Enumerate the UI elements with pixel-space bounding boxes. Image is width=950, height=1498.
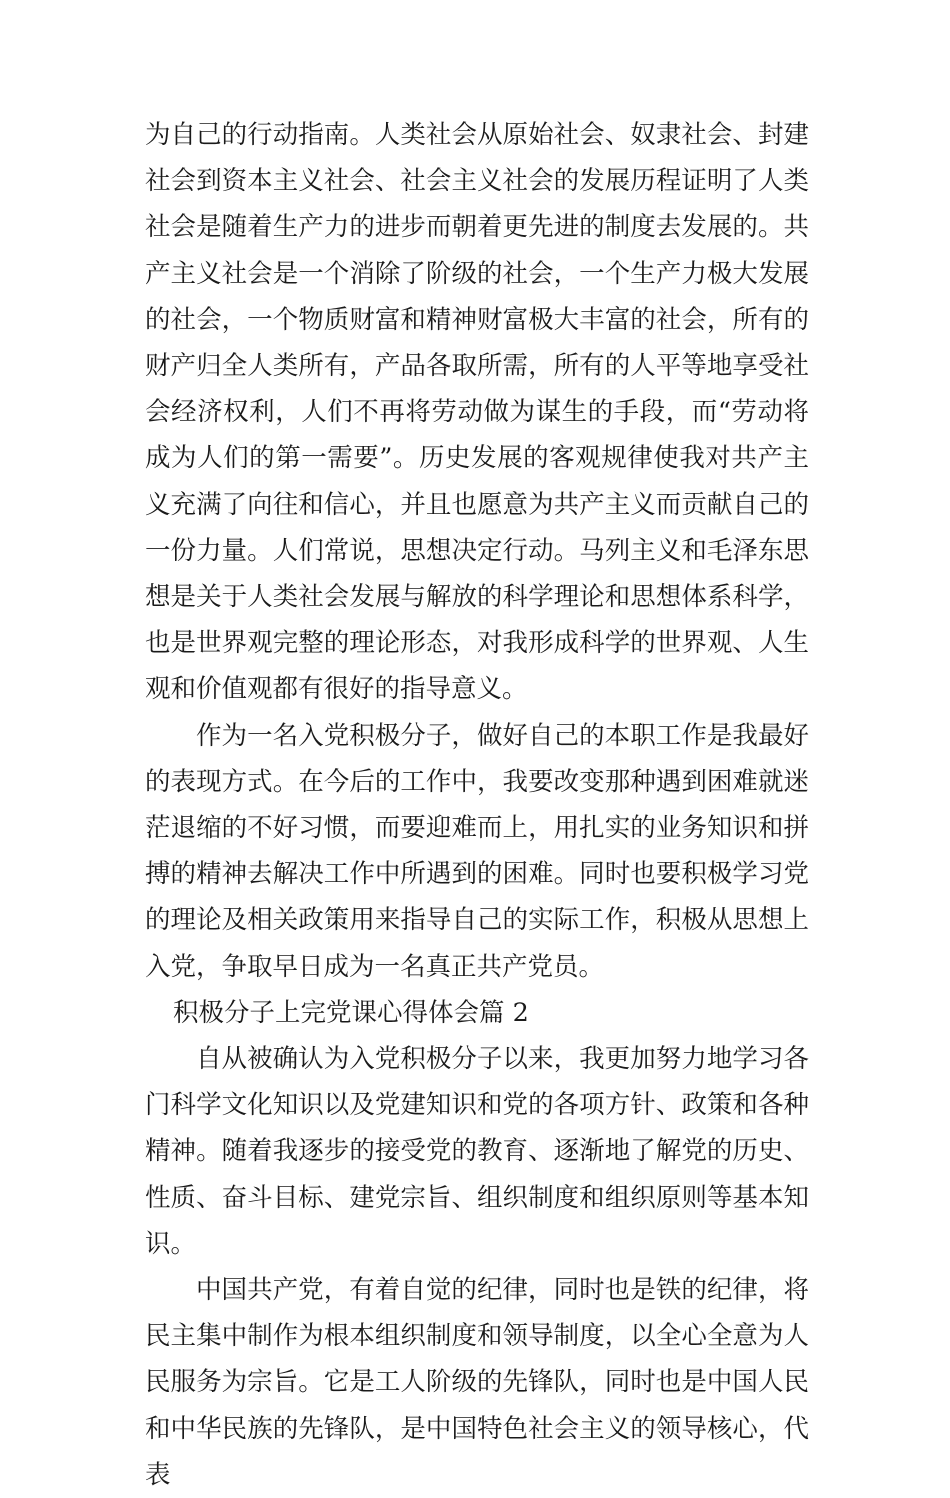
- section-title: 积极分子上完党课心得体会篇 2: [173, 997, 529, 1028]
- body-paragraph: 自从被确认为入党积极分子以来，我更加努力地学习各门科学文化知识以及党建知识和党的各项方针、政策和各种精神。随着我逐步的接受党的教育、逐渐地了解党的历史、性质、奋斗目标、建党宗旨、组织制度和组织原则等基本知识。: [145, 1044, 809, 1259]
- body-paragraph: 中国共产党，有着自觉的纪律，同时也是铁的纪律，将民主集中制作为根本组织制度和领导制度，以全心全意为人民服务为宗旨。它是工人阶级的先锋队，同时也是中国人民和中华民族的先锋队，是中国特色社会主义的领导核心，代表: [145, 1275, 809, 1490]
- body-paragraph: 为自己的行动指南。人类社会从原始社会、奴隶社会、封建社会到资本主义社会、社会主义社会的发展历程证明了人类社会是随着生产力的进步而朝着更先进的制度去发展的。共产主义社会是一个消除了阶级的社会，一个生产力极大发展的社会，一个物质财富和精神财富极大丰富的社会，所有的财产归全人类所有，产品各取所需，所有的人平等地享受社会经济权利，人们不再将劳动做为谋生的手段，而“劳动将成为人们的第一需要”。历史发展的客观规律使我对共产主义充满了向往和信心，并且也愿意为共产主义而贡献自己的一份力量。人们常说，思想决定行动。马列主义和毛泽东思想是关于人类社会发展与解放的科学理论和思想体系科学，也是世界观完整的理论形态，对我形成科学的世界观、人生观和价值观都有很好的指导意义。: [145, 120, 809, 705]
- body-paragraph: 作为一名入党积极分子，做好自己的本职工作是我最好的表现方式。在今后的工作中，我要改变那种遇到困难就迷茫退缩的不好习惯，而要迎难而上，用扎实的业务知识和拼搏的精神去解决工作中所遇到的困难。同时也要积极学习党的理论及相关政策用来指导自己的实际工作，积极从思想上入党，争取早日成为一名真正共产党员。: [145, 720, 809, 982]
- document-body: [145, 112, 809, 1498]
